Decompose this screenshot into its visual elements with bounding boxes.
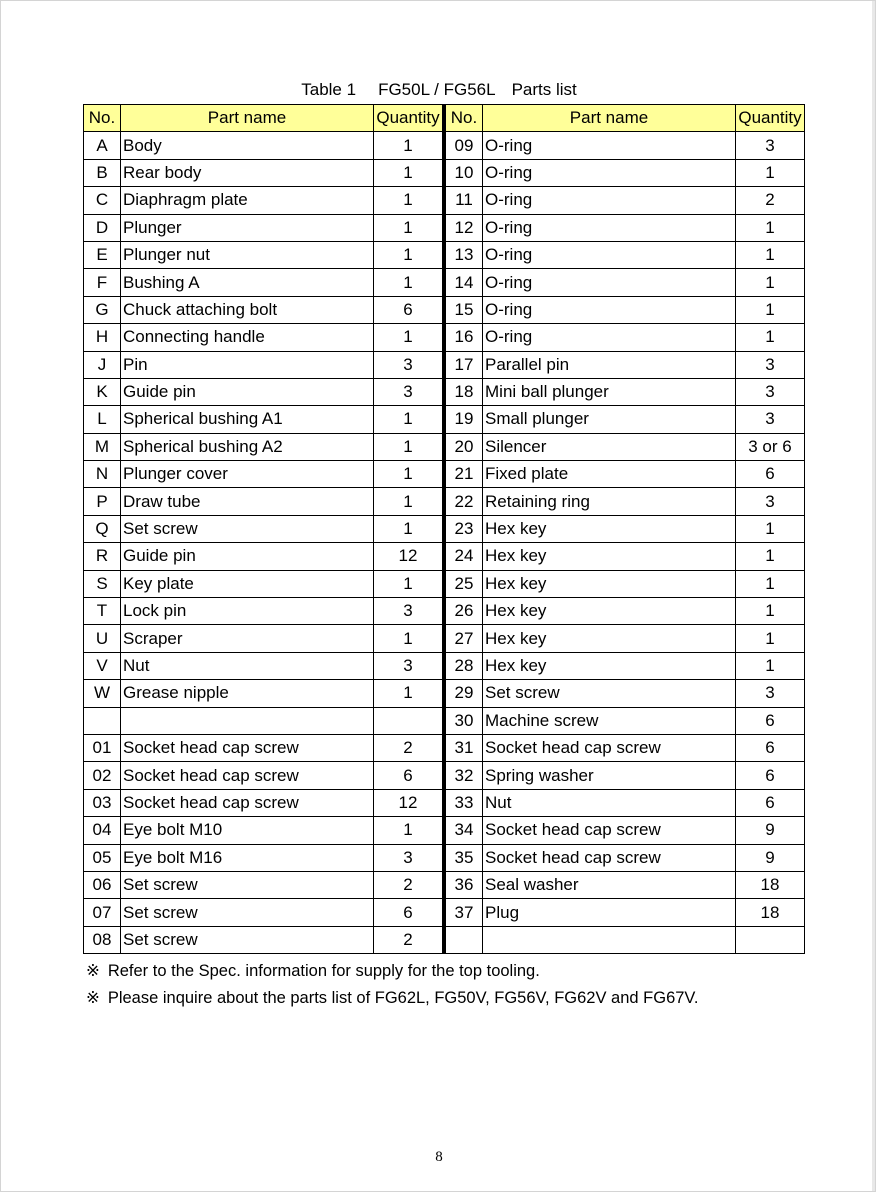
part-quantity-left: 3 [374,378,445,405]
part-quantity-left: 3 [374,652,445,679]
part-no-right: 25 [444,570,483,597]
part-quantity-right: 3 [736,680,805,707]
table-row [84,570,805,597]
table-row [84,707,805,734]
part-quantity-right: 3 [736,132,805,159]
part-name-left: Set screw [121,926,374,953]
part-quantity-right: 2 [736,187,805,214]
part-name-right: Socket head cap screw [483,844,736,871]
table-row [84,461,805,488]
part-name-right: Retaining ring [483,488,736,515]
part-no-right: 20 [444,433,483,460]
part-no-left: N [84,461,121,488]
part-quantity-left: 2 [374,926,445,953]
part-name-right: O-ring [483,159,736,186]
part-name-right: Socket head cap screw [483,734,736,761]
part-quantity-right: 3 [736,378,805,405]
part-name-right: Hex key [483,598,736,625]
part-name-left: Set screw [121,515,374,542]
part-no-right: 37 [444,899,483,926]
part-no-left: V [84,652,121,679]
part-name-left: Pin [121,351,374,378]
part-no-left: G [84,296,121,323]
part-no-left: B [84,159,121,186]
part-name-right: Seal washer [483,871,736,898]
table-row [84,241,805,268]
table-row [84,762,805,789]
reference-mark-icon: ※ [86,989,100,1007]
part-name-left: Rear body [121,159,374,186]
table-row [84,844,805,871]
part-quantity-right: 9 [736,844,805,871]
part-no-right: 18 [444,378,483,405]
table-row [84,187,805,214]
part-no-left: 04 [84,817,121,844]
part-quantity-left: 6 [374,899,445,926]
part-quantity-left: 1 [374,488,445,515]
part-quantity-right: 3 [736,406,805,433]
part-no-right: 10 [444,159,483,186]
part-name-right: O-ring [483,187,736,214]
part-no-left: 08 [84,926,121,953]
part-no-left: D [84,214,121,241]
table-row [84,269,805,296]
table-row [84,351,805,378]
part-quantity-left: 1 [374,515,445,542]
part-name-left: Plunger [121,214,374,241]
part-quantity-left: 12 [374,543,445,570]
part-no-right: 24 [444,543,483,570]
part-no-left: S [84,570,121,597]
part-name-left: Grease nipple [121,680,374,707]
part-no-right: 17 [444,351,483,378]
part-no-right: 21 [444,461,483,488]
part-quantity-left: 3 [374,598,445,625]
part-name-right: Nut [483,789,736,816]
part-no-left: P [84,488,121,515]
part-quantity-left: 1 [374,324,445,351]
part-quantity-left: 1 [374,241,445,268]
table-row [84,789,805,816]
table-row [84,899,805,926]
part-name-right: Hex key [483,652,736,679]
part-name-right: O-ring [483,324,736,351]
header-quantity-left: Quantity [374,105,445,132]
reference-mark-icon: ※ [86,962,100,980]
part-name-left: Set screw [121,899,374,926]
part-no-left: 03 [84,789,121,816]
part-quantity-right [736,926,805,953]
part-name-right: Fixed plate [483,461,736,488]
part-quantity-left: 3 [374,844,445,871]
table-header-row [84,105,805,132]
table-row [84,132,805,159]
note-text: Please inquire about the parts list of FG62L, FG50V, FG56V, FG62V and FG67V. [107,989,699,1007]
part-no-right: 22 [444,488,483,515]
part-name-right: O-ring [483,296,736,323]
part-name-left: Set screw [121,871,374,898]
part-name-right: O-ring [483,241,736,268]
part-quantity-left: 1 [374,461,445,488]
part-name-left: Diaphragm plate [121,187,374,214]
part-name-left: Plunger nut [121,241,374,268]
header-part-name-right: Part name [483,105,736,132]
part-name-right: Silencer [483,433,736,460]
part-quantity-left: 1 [374,187,445,214]
note-top-tooling [86,961,540,981]
part-name-right: Set screw [483,680,736,707]
part-name-right: Hex key [483,543,736,570]
part-quantity-right: 1 [736,324,805,351]
part-name-left: Nut [121,652,374,679]
part-name-right: O-ring [483,214,736,241]
part-quantity-right: 3 [736,488,805,515]
part-name-left: Draw tube [121,488,374,515]
part-no-left: 02 [84,762,121,789]
part-name-left: Plunger cover [121,461,374,488]
part-quantity-right: 1 [736,625,805,652]
table-row [84,159,805,186]
part-quantity-right: 1 [736,159,805,186]
table-row [84,734,805,761]
part-quantity-right: 6 [736,707,805,734]
part-name-left: Eye bolt M10 [121,817,374,844]
table-models: FG50L / FG56L [378,80,496,99]
part-quantity-right: 1 [736,269,805,296]
part-name-left: Socket head cap screw [121,762,374,789]
table-row [84,488,805,515]
header-no-right: No. [444,105,483,132]
part-no-left: 01 [84,734,121,761]
table-row [84,324,805,351]
table-caption [0,80,878,100]
part-no-left: 06 [84,871,121,898]
part-no-right: 26 [444,598,483,625]
table-row [84,378,805,405]
table-row [84,926,805,953]
part-no-right: 13 [444,241,483,268]
part-quantity-right: 1 [736,515,805,542]
table-title: Parts list [511,80,577,99]
part-no-left: U [84,625,121,652]
part-no-right: 27 [444,625,483,652]
part-quantity-left: 1 [374,132,445,159]
part-name-right: Parallel pin [483,351,736,378]
header-part-name-left: Part name [121,105,374,132]
table-row [84,598,805,625]
table-row [84,625,805,652]
part-no-right: 28 [444,652,483,679]
part-no-left [84,707,121,734]
part-no-right: 14 [444,269,483,296]
part-quantity-right: 1 [736,241,805,268]
page-number: 8 [435,1149,443,1165]
table-row [84,433,805,460]
part-quantity-right: 6 [736,762,805,789]
part-name-left [121,707,374,734]
part-no-left: C [84,187,121,214]
part-no-right: 35 [444,844,483,871]
part-name-left: Socket head cap screw [121,734,374,761]
part-quantity-left: 1 [374,433,445,460]
part-name-right: Hex key [483,625,736,652]
part-quantity-right: 18 [736,871,805,898]
part-no-right: 09 [444,132,483,159]
part-quantity-left: 1 [374,214,445,241]
part-no-right: 34 [444,817,483,844]
part-name-right: Socket head cap screw [483,817,736,844]
part-quantity-right: 1 [736,296,805,323]
part-no-left: 07 [84,899,121,926]
part-name-right [483,926,736,953]
table-row [84,515,805,542]
part-no-right: 31 [444,734,483,761]
part-name-left: Socket head cap screw [121,789,374,816]
part-name-left: Scraper [121,625,374,652]
part-quantity-right: 6 [736,789,805,816]
part-name-right: Mini ball plunger [483,378,736,405]
part-no-left: W [84,680,121,707]
part-no-right: 29 [444,680,483,707]
part-quantity-right: 9 [736,817,805,844]
part-name-left: Lock pin [121,598,374,625]
part-no-left: T [84,598,121,625]
table-row [84,680,805,707]
part-no-right: 30 [444,707,483,734]
part-quantity-right: 1 [736,543,805,570]
part-no-left: M [84,433,121,460]
part-no-left: 05 [84,844,121,871]
part-name-left: Spherical bushing A1 [121,406,374,433]
part-name-left: Guide pin [121,378,374,405]
part-quantity-right: 6 [736,734,805,761]
part-name-left: Bushing A [121,269,374,296]
table-row [84,543,805,570]
table-row [84,296,805,323]
part-quantity-right: 6 [736,461,805,488]
part-quantity-left: 1 [374,625,445,652]
part-name-left: Spherical bushing A2 [121,433,374,460]
part-quantity-left: 6 [374,762,445,789]
part-no-left: F [84,269,121,296]
part-quantity-left: 2 [374,734,445,761]
part-name-left: Eye bolt M16 [121,844,374,871]
part-quantity-right: 1 [736,598,805,625]
header-quantity-right: Quantity [736,105,805,132]
part-quantity-right: 1 [736,652,805,679]
part-quantity-right: 3 [736,351,805,378]
note-other-models [86,988,699,1008]
note-text: Refer to the Spec. information for supply for the top tooling. [107,962,540,980]
part-quantity-left [374,707,445,734]
part-quantity-left: 1 [374,159,445,186]
part-quantity-left: 1 [374,406,445,433]
part-name-right: Hex key [483,570,736,597]
part-no-left: E [84,241,121,268]
part-quantity-left: 12 [374,789,445,816]
part-quantity-left: 1 [374,269,445,296]
part-no-left: L [84,406,121,433]
part-no-right: 16 [444,324,483,351]
parts-table [83,104,805,954]
part-quantity-right: 1 [736,570,805,597]
part-name-right: Machine screw [483,707,736,734]
part-name-left: Connecting handle [121,324,374,351]
part-quantity-left: 1 [374,680,445,707]
part-no-left: K [84,378,121,405]
table-row [84,652,805,679]
part-name-right: Small plunger [483,406,736,433]
table-row [84,406,805,433]
part-no-left: Q [84,515,121,542]
part-no-right: 36 [444,871,483,898]
part-no-left: H [84,324,121,351]
part-name-right: Spring washer [483,762,736,789]
part-name-left: Key plate [121,570,374,597]
part-no-left: R [84,543,121,570]
part-name-right: O-ring [483,269,736,296]
part-no-right: 15 [444,296,483,323]
part-quantity-left: 1 [374,817,445,844]
table-row [84,871,805,898]
part-no-right: 33 [444,789,483,816]
part-no-right: 23 [444,515,483,542]
part-name-left: Body [121,132,374,159]
part-name-right: Plug [483,899,736,926]
part-quantity-right: 18 [736,899,805,926]
part-quantity-left: 6 [374,296,445,323]
part-quantity-left: 1 [374,570,445,597]
part-quantity-left: 3 [374,351,445,378]
part-no-right: 12 [444,214,483,241]
part-no-left: J [84,351,121,378]
part-quantity-right: 1 [736,214,805,241]
part-name-right: Hex key [483,515,736,542]
table-label: Table 1 [301,80,357,99]
part-quantity-left: 2 [374,871,445,898]
part-no-right: 11 [444,187,483,214]
part-no-left: A [84,132,121,159]
part-name-left: Chuck attaching bolt [121,296,374,323]
header-no-left: No. [84,105,121,132]
part-quantity-right: 3 or 6 [736,433,805,460]
part-name-right: O-ring [483,132,736,159]
table-row [84,214,805,241]
table-row [84,817,805,844]
part-no-right: 19 [444,406,483,433]
part-no-right [444,926,483,953]
part-no-right: 32 [444,762,483,789]
parts-table-body [84,132,805,954]
part-name-left: Guide pin [121,543,374,570]
